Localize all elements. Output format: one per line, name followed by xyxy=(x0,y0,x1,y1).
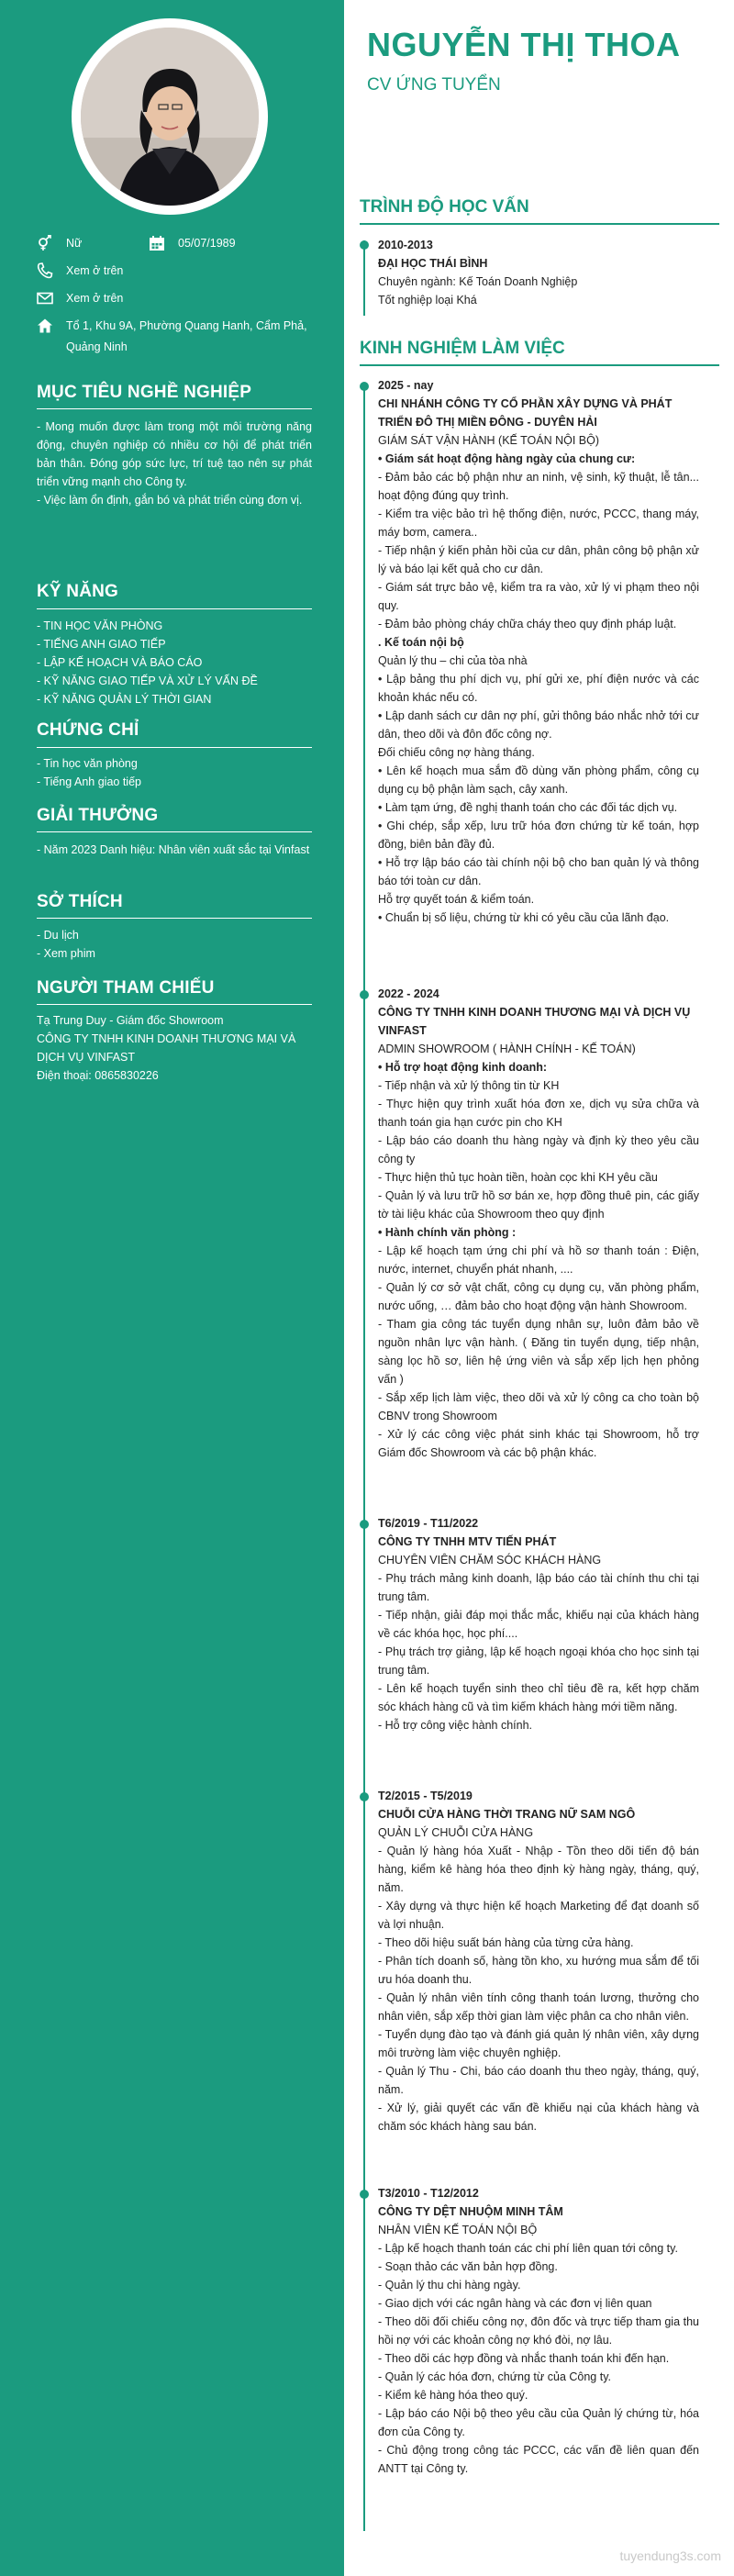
job-company: CHUỖI CỬA HÀNG THỜI TRANG NỮ SAM NGÔ xyxy=(378,1808,636,1821)
job-duty-line: - Soạn thảo các văn bản hợp đồng. xyxy=(378,2260,558,2273)
job-company: CÔNG TY TNHH KINH DOANH THƯƠNG MẠI VÀ DỊCH VỤ VINFAST xyxy=(378,1006,691,1037)
dob-value: 05/07/1989 xyxy=(178,237,236,250)
gender-icon xyxy=(37,235,55,251)
skill-item: - TIN HỌC VĂN PHÒNG xyxy=(37,619,163,632)
job-date: 2025 - nay xyxy=(378,379,434,392)
timeline-dot xyxy=(360,1792,369,1801)
job-duty-line: - Quản lý Thu - Chi, báo cáo doanh thu theo ngày, tháng, quý, năm. xyxy=(378,2065,699,2096)
education-title: TRÌNH ĐỘ HỌC VẤN xyxy=(360,197,529,217)
job-position: CHUYÊN VIÊN CHĂM SÓC KHÁCH HÀNG xyxy=(378,1554,602,1567)
skill-item: - KỸ NĂNG QUẢN LÝ THỜI GIAN xyxy=(37,693,212,706)
job-entry xyxy=(378,1514,699,1734)
avatar xyxy=(81,28,259,206)
job-duty-line: - Hỗ trợ công việc hành chính. xyxy=(378,1719,533,1732)
hobbies-divider xyxy=(37,918,312,919)
job-entry xyxy=(378,985,699,1462)
job-duty-line: - Quản lý và lưu trữ hồ sơ bán xe, hợp đồng thuê pin, các giấy tờ tài liệu khác của Showroom theo quy định xyxy=(378,1189,699,1221)
job-duty-line: - Lập kế hoạch tạm ứng chi phí và hồ sơ thanh toán : Điện, nước, internet, chuyển phát nhanh, .... xyxy=(378,1244,699,1276)
job-duty-line: . Kế toán nội bộ xyxy=(378,636,464,649)
objective-title: MỤC TIÊU NGHỀ NGHIỆP xyxy=(37,383,252,402)
objective-line: - Việc làm ổn định, gắn bó và phát triển cùng đơn vị. xyxy=(37,494,303,507)
home-icon xyxy=(37,318,55,334)
job-date: 2022 - 2024 xyxy=(378,987,439,1000)
job-duty-line: - Lập báo cáo doanh thu hàng ngày và định kỳ theo yêu cầu công ty xyxy=(378,1134,699,1165)
job-duty-line: - Lên kế hoạch tuyển sinh theo chỉ tiêu đề ra, kết hợp chăm sóc khách hàng cũ và tìm kiếm khách hàng mới tiềm năng. xyxy=(378,1682,699,1713)
objective-body xyxy=(37,418,312,509)
job-duty-line: • Hành chính văn phòng : xyxy=(378,1226,517,1239)
references-divider xyxy=(37,1004,312,1005)
reference-line: Tạ Trung Duy - Giám đốc Showroom xyxy=(37,1014,224,1027)
job-duty-line: Hỗ trợ quyết toán & kiểm toán. xyxy=(378,893,535,906)
job-duty-line: Đối chiếu công nợ hàng tháng. xyxy=(378,746,535,759)
reference-line: CÔNG TY TNHH KINH DOANH THƯƠNG MẠI VÀ DỊCH VỤ VINFAST xyxy=(37,1032,296,1064)
job-position: NHÂN VIÊN KẾ TOÁN NỘI BỘ xyxy=(378,2224,538,2236)
job-duty-line: - Quản lý các hóa đơn, chứng từ của Công ty. xyxy=(378,2370,611,2383)
education-grade: Tốt nghiệp loại Khá xyxy=(378,294,477,307)
watermark: tuyendung3s.com xyxy=(619,2548,721,2563)
job-duty-line: - Sắp xếp lịch làm việc, theo dõi và xử lý công ca cho toàn bộ CBNV trong Showroom xyxy=(378,1391,699,1422)
job-duty-line: - Tiếp nhận và xử lý thông tin từ KH xyxy=(378,1079,560,1092)
job-duty-line: - Xây dựng và thực hiện kế hoạch Marketing để đạt doanh số và lợi nhuận. xyxy=(378,1900,699,1931)
job-company: CHI NHÁNH CÔNG TY CỔ PHẦN XÂY DỰNG VÀ PHÁT TRIỂN ĐÔ THỊ MIỀN ĐÔNG - DUYÊN HẢI xyxy=(378,397,673,429)
job-position: ADMIN SHOWROOM ( HÀNH CHÍNH - KẾ TOÁN) xyxy=(378,1043,636,1055)
job-date: T3/2010 - T12/2012 xyxy=(378,2187,479,2200)
job-duty-line: - Quản lý hàng hóa Xuất - Nhập - Tồn theo dõi tiến độ bán hàng, kiểm kê hàng hóa theo định kỳ hàng ngày, tháng, quý, năm. xyxy=(378,1845,699,1894)
job-duty-line: - Tuyển dụng đào tạo và đánh giá quản lý nhân viên, xây dựng môi trường làm việc chuyên nghiệp. xyxy=(378,2028,699,2059)
calendar-icon xyxy=(149,235,167,251)
skills-list xyxy=(37,617,312,708)
awards-body: - Năm 2023 Danh hiệu: Nhân viên xuất sắc tại Vinfast xyxy=(37,843,310,856)
envelope-icon xyxy=(37,290,55,307)
education-divider xyxy=(360,223,719,225)
job-duty-line: - Theo dõi các hợp đồng và nhắc thanh toán khi đến hạn. xyxy=(378,2352,670,2365)
job-duty-line: Quản lý thu – chi của tòa nhà xyxy=(378,654,528,667)
phone-icon xyxy=(37,262,55,279)
job-duty-line: - Giám sát trực bảo vệ, kiểm tra ra vào, xử lý vi phạm theo nội quy. xyxy=(378,581,699,612)
job-duty-line: - Lập báo cáo Nội bộ theo yêu cầu của Quản lý chứng từ, hóa đơn của Công ty. xyxy=(378,2407,699,2438)
job-company: CÔNG TY TNHH MTV TIẾN PHÁT xyxy=(378,1535,557,1548)
education-timeline-line xyxy=(363,240,365,316)
cv-subtitle: CV ỨNG TUYỂN xyxy=(367,75,501,95)
job-duty-line: - Phân tích doanh số, hàng tồn kho, xu hướng mua sắm để tối ưu hóa doanh thu. xyxy=(378,1955,699,1986)
job-duty-line: • Giám sát hoạt động hàng ngày của chung cư: xyxy=(378,452,636,465)
hobby-item: - Xem phim xyxy=(37,947,95,960)
hobbies-list xyxy=(37,926,312,963)
job-duty-line: - Thực hiện quy trình xuất hóa đơn xe, dịch vụ sửa chữa và thanh toán gia hạn cước pin cho KH xyxy=(378,1098,699,1129)
address-value: Tổ 1, Khu 9A, Phường Quang Hanh, Cẩm Phả, Quảng Ninh xyxy=(66,319,307,353)
job-duty-line: - Quản lý nhân viên tính công thanh toán lương, thưởng cho nhân viên, sắp xếp thời gian làm việc phân ca cho nhân viên. xyxy=(378,1991,699,2023)
certificates-list xyxy=(37,754,312,791)
awards-title: GIẢI THƯỞNG xyxy=(37,806,159,825)
timeline-dot xyxy=(360,1520,369,1529)
job-duty-line: • Làm tạm ứng, đề nghị thanh toán cho các đối tác dịch vụ. xyxy=(378,801,678,814)
job-duty-line: - Lập kế hoạch thanh toán các chi phí liên quan tới công ty. xyxy=(378,2242,678,2255)
hobbies-title: SỞ THÍCH xyxy=(37,892,123,911)
job-duty-line: - Đảm bảo các bộ phận như an ninh, vệ sinh, kỹ thuật, lễ tân... hoạt động đúng quy trình. xyxy=(378,471,699,502)
job-duty-line: • Lập danh sách cư dân nợ phí, gửi thông báo nhắc nhở tới cư dân, theo dõi và đôn đốc công nợ. xyxy=(378,709,699,741)
hobby-item: - Du lịch xyxy=(37,929,79,942)
email-value: Xem ở trên xyxy=(66,292,124,305)
job-duty-line: - Giao dịch với các ngân hàng và các đơn vị liên quan xyxy=(378,2297,652,2310)
job-date: T6/2019 - T11/2022 xyxy=(378,1517,479,1530)
skills-title: KỸ NĂNG xyxy=(37,582,119,601)
references-body xyxy=(37,1011,312,1085)
job-duty-line: • Lập bảng thu phí dịch vụ, phí gửi xe, phí điện nước và các khoản khác nếu có. xyxy=(378,673,699,704)
certificate-item: - Tin học văn phòng xyxy=(37,757,138,770)
experience-timeline-line xyxy=(363,384,365,2531)
job-duty-line: - Phụ trách trợ giảng, lập kế hoạch ngoại khóa cho học sinh tại trung tâm. xyxy=(378,1645,699,1677)
education-major: Chuyên ngành: Kế Toán Doanh Nghiệp xyxy=(378,275,578,288)
avatar-frame xyxy=(72,18,268,215)
sidebar xyxy=(0,0,344,2576)
objective-divider xyxy=(37,408,312,409)
job-duty-line: - Tham gia công tác tuyển dụng nhân sự, luôn đảm bảo về nguồn nhân lực vận hành. ( Đăng tin tuyển dụng, tiếp nhận, sàng lọc hồ sơ, liên hệ ứng viên và sắp xếp lịch hẹn phỏng vấn ) xyxy=(378,1318,699,1386)
education-school: ĐẠI HỌC THÁI BÌNH xyxy=(378,257,488,270)
job-duty-line: - Xử lý, giải quyết các vấn đề khiếu nại của khách hàng và chăm sóc khách hàng sau bán. xyxy=(378,2102,699,2133)
job-duty-line: • Hỗ trợ hoạt động kinh doanh: xyxy=(378,1061,548,1074)
job-duty-line: • Hỗ trợ lập báo cáo tài chính nội bộ cho ban quản lý và thông báo tới toàn cư dân. xyxy=(378,856,699,887)
experience-divider xyxy=(360,364,719,366)
awards-divider xyxy=(37,831,312,832)
job-position: GIÁM SÁT VẬN HÀNH (KẾ TOÁN NỘI BỘ) xyxy=(378,434,600,447)
education-entry xyxy=(378,236,699,309)
certificates-divider xyxy=(37,747,312,748)
phone-value: Xem ở trên xyxy=(66,264,124,277)
certificates-title: CHỨNG CHỈ xyxy=(37,720,139,740)
job-date: T2/2015 - T5/2019 xyxy=(378,1790,473,1802)
candidate-name: NGUYỄN THỊ THOA xyxy=(367,26,681,63)
job-duty-line: - Tiếp nhận ý kiến phản hồi của cư dân, phân công bộ phận xử lý và báo lại kết quả cho cư dân. xyxy=(378,544,699,575)
timeline-dot xyxy=(360,990,369,999)
certificate-item: - Tiếng Anh giao tiếp xyxy=(37,775,141,788)
job-duty-line: - Quản lý thu chi hàng ngày. xyxy=(378,2279,521,2292)
job-duty-line: • Ghi chép, sắp xếp, lưu trữ hóa đơn chứng từ kế toán, hợp đồng, biên bản đầy đủ. xyxy=(378,820,699,851)
objective-line: - Mong muốn được làm trong một môi trường năng động, chuyên nghiệp có nhiều cơ hội để phát triển bản thân. Đóng góp sức lực, trí tuệ tạo nên sự phát triển vững mạnh cho Công ty. xyxy=(37,420,312,488)
job-company: CÔNG TY DỆT NHUỘM MINH TÂM xyxy=(378,2205,563,2218)
education-date: 2010-2013 xyxy=(378,239,433,251)
job-duty-line: • Chuẩn bị số liệu, chứng từ khi có yêu cầu của lãnh đạo. xyxy=(378,911,670,924)
job-duty-line: - Tiếp nhận, giải đáp mọi thắc mắc, khiếu nại của khách hàng về các khóa học, học phí.... xyxy=(378,1609,699,1640)
reference-line: Điện thoại: 0865830226 xyxy=(37,1069,159,1082)
timeline-dot xyxy=(360,382,369,391)
job-entry xyxy=(378,2184,699,2478)
timeline-dot xyxy=(360,2190,369,2199)
job-duty-line: - Theo dõi hiệu suất bán hàng của từng cửa hàng. xyxy=(378,1936,634,1949)
job-duty-line: - Kiểm tra việc bảo trì hệ thống điện, nước, PCCC, thang máy, máy bơm, camera.. xyxy=(378,507,699,539)
skill-item: - KỸ NĂNG GIAO TIẾP VÀ XỬ LÝ VẤN ĐỀ xyxy=(37,675,258,687)
job-duty-line: - Chủ động trong công tác PCCC, các vấn đề liên quan đến ANTT tại Công ty. xyxy=(378,2444,699,2475)
references-title: NGƯỜI THAM CHIẾU xyxy=(37,978,215,998)
job-duty-line: - Quản lý cơ sở vật chất, công cụ dụng cụ, văn phòng phẩm, nước uống, … đảm bảo cho hoạt động vận hành Showroom. xyxy=(378,1281,699,1312)
skill-item: - TIẾNG ANH GIAO TIẾP xyxy=(37,638,166,651)
job-position: QUẢN LÝ CHUỖI CỬA HÀNG xyxy=(378,1826,534,1839)
timeline-dot xyxy=(360,240,369,250)
job-duty-line: • Lên kế hoạch mua sắm đồ dùng văn phòng phẩm, công cụ dụng cụ bộ phận làm sạch, cây xanh. xyxy=(378,764,699,796)
job-duty-line: - Theo dõi đối chiếu công nợ, đôn đốc và trực tiếp tham gia thu hồi nợ với các khoản công nợ khó đòi, nợ lâu. xyxy=(378,2315,699,2347)
job-duty-line: - Phụ trách mảng kinh doanh, lập báo cáo tài chính thu chi tại trung tâm. xyxy=(378,1572,699,1603)
skill-item: - LẬP KẾ HOẠCH VÀ BÁO CÁO xyxy=(37,656,203,669)
job-duty-line: - Đảm bảo phòng cháy chữa cháy theo quy định pháp luật. xyxy=(378,618,677,630)
job-duty-line: - Thực hiện thủ tục hoàn tiền, hoàn cọc khi KH yêu cầu xyxy=(378,1171,658,1184)
experience-title: KINH NGHIỆM LÀM VIỆC xyxy=(360,339,565,358)
job-duty-line: - Kiểm kê hàng hóa theo quý. xyxy=(378,2389,528,2402)
job-duty-line: - Xử lý các công việc phát sinh khác tại Showroom, hỗ trợ Giám đốc Showroom và các bộ phận khác. xyxy=(378,1428,699,1459)
skills-divider xyxy=(37,608,312,609)
job-entry xyxy=(378,1787,699,2136)
job-entry xyxy=(378,376,699,927)
gender-value: Nữ xyxy=(66,237,83,250)
